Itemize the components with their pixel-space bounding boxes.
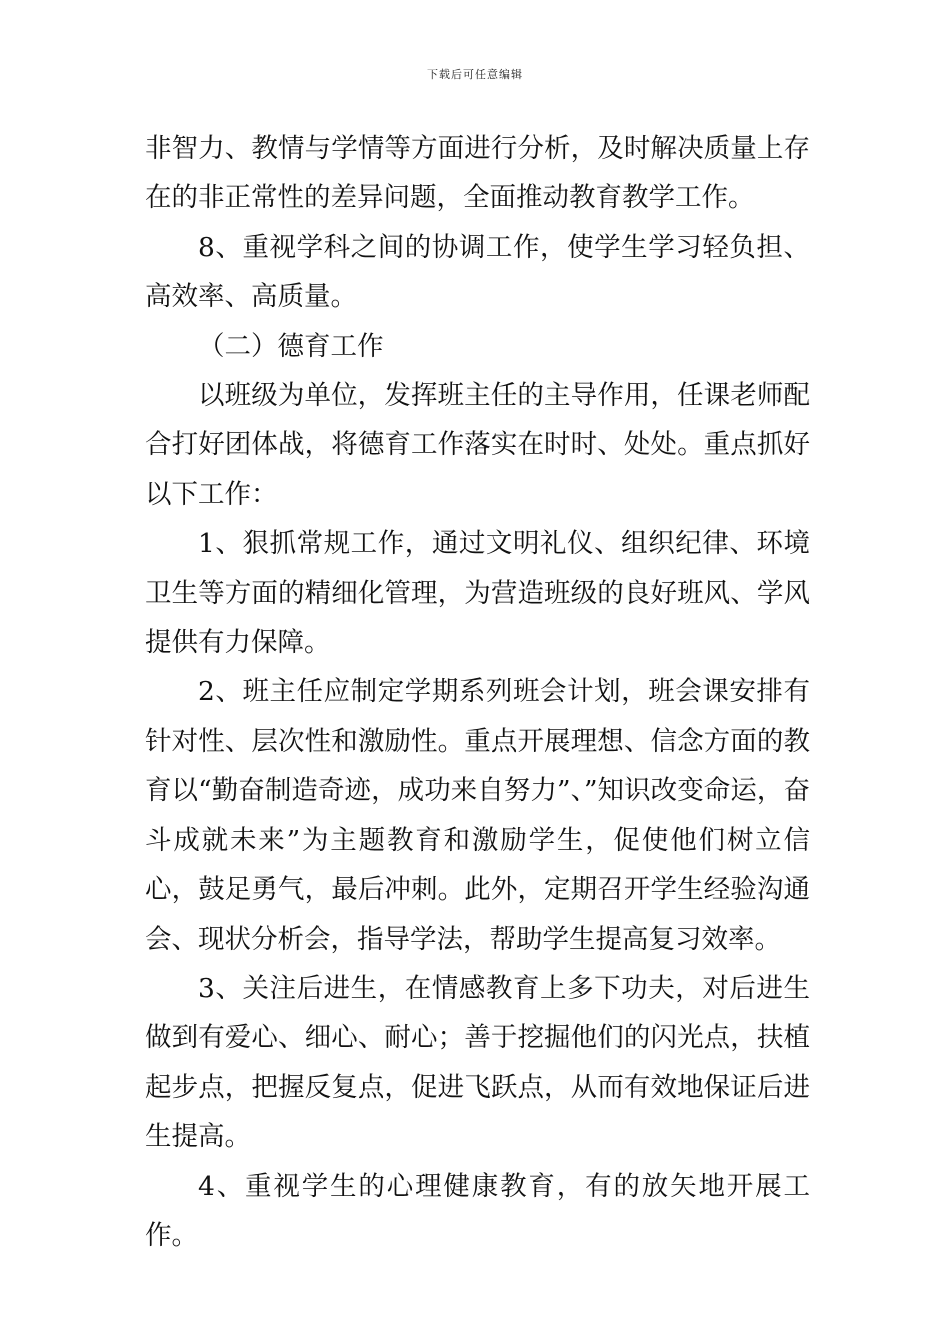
paragraph-item-1: 1、狠抓常规工作，通过文明礼仪、组织纪律、环境卫生等方面的精细化管理，为营造班级的良好班风、学风提供有力保障。 bbox=[145, 528, 810, 659]
page-header: 下载后可任意编辑 bbox=[427, 68, 523, 81]
section-heading-moral-education: （二）德育工作 bbox=[198, 330, 384, 362]
paragraph-item-3: 3、关注后进生，在情感教育上多下功夫，对后进生做到有爱心、细心、耐心；善于挖掘他们的闪光点，扶植起步点，把握反复点，促进飞跃点，从而有效地保证后进生提高。 bbox=[145, 972, 810, 1153]
paragraph-moral-intro: 以班级为单位，发挥班主任的主导作用，任课老师配合打好团体战，将德育工作落实在时时、处处。重点抓好以下工作： bbox=[145, 380, 810, 510]
paragraph-item-4: 4、重视学生的心理健康教育，有的放矢地开展工作。 bbox=[145, 1170, 810, 1251]
paragraph-item-2: 2、班主任应制定学期系列班会计划，班会课安排有针对性、层次性和激励性。重点开展理想、信念方面的教育以“勤奋制造奇迹，成功来自努力”、”知识改变命运，奋斗成就未来”为主题教育和激励学生，促使他们树立信心，鼓足勇气，最后冲刺。此外，定期召开学生经验沟通会、现状分析会，指导学法，帮助学生提高复习效率。 bbox=[145, 676, 810, 955]
document-body bbox=[145, 124, 810, 1260]
paragraph-item-8: 8、重视学科之间的协调工作，使学生学习轻负担、高效率、高质量。 bbox=[145, 231, 810, 313]
paragraph-continuation: 非智力、教情与学情等方面进行分析，及时解决质量上存在的非正常性的差异问题，全面推动教育教学工作。 bbox=[145, 133, 810, 214]
